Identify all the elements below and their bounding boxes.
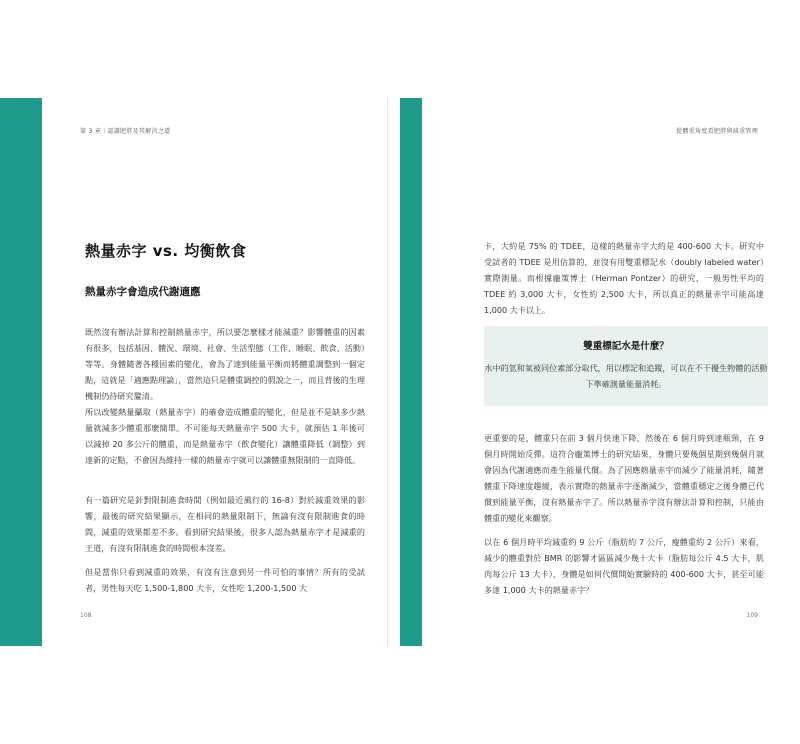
section-title: 熱量赤字 vs. 均衡飲食 xyxy=(85,242,247,260)
paragraph: 卡，大約是 75% 的 TDEE，這樣的熱量赤字大約是 400-600 大卡。研究中受試者的 TDEE 是用估算的，並沒有用雙重標記水（doubly labeled water）實際測量。而根據龐策博士（Herman Pontzer）的研究，一般男性平均的 TDEE 約 3,000 大卡，女性約 2,500 大卡，所以真正的熱量赤字可能高達 1,000 大卡以上。 xyxy=(484,241,764,316)
running-head-right: 從體重角度看肥胖與減重管理 xyxy=(676,128,758,135)
paragraph: 以在 6 個月時平均減重約 9 公斤（脂肪約 7 公斤，瘦體重約 2 公斤）來看，減少的體重對於 BMR 的影響才區區減少幾十大卡（脂肪每公斤 4.5 大卡，肌肉每公斤 13 大卡），身體是如何代償開始實驗時的 400-600 大卡，甚至可能多達 1,000 大卡的熱量赤字？ xyxy=(484,537,764,596)
paragraph: 有一篇研究是針對限制進食時間（例如最近風行的 16-8）對於減重效果的影響，最後的研究結果顯示，在相同的熱量限制下，無論有沒有限制進食的時間，減重的效果都差不多。看到研究結果後，很多人認為熱量赤字才是減重的王道，有沒有限制進食的時間根本沒差。 xyxy=(85,495,365,554)
left-teal-edge xyxy=(0,98,42,646)
right-teal-edge xyxy=(400,98,422,646)
box-title: 雙重標記水是什麼？ xyxy=(583,341,669,352)
paragraph: 但是當你只看到減重的效果，有沒有注意到另一件可怕的事情？所有的受試者，男性每天吃 1,500-1,800 大卡，女性吃 1,200-1,500 大 xyxy=(85,567,365,594)
subsection-title: 熱量赤字會造成代謝適應 xyxy=(85,286,201,298)
paragraph: 既然沒有辦法計算和控制熱量赤字，所以要怎麼樣才能減重？影響體重的因素有很多，包括基因、體況、環境、社會、生活型態（工作、睡眠、飲食、活動）等等。身體隨著各種因素的變化，會為了達到能量平衡而將體重調整到一個定點，這就是「適應點理論」，當然這只是體重調控的假說之一，而且背後的生理機制仍待研究釐清。 xyxy=(85,327,365,402)
left-page xyxy=(42,98,388,646)
running-head-left: 第 3 章｜認識肥胖及其解決之道 xyxy=(80,128,171,135)
page-number-left: 108 xyxy=(80,612,92,619)
right-page xyxy=(422,98,778,646)
box-text: 水中的氫和氧被同位素部分取代，用以標記和追蹤，可以在不干擾生物體的活動下準確測量能量消耗。 xyxy=(484,363,768,389)
sidebar-box xyxy=(484,326,768,406)
paragraph: 所以改變熱量攝取（熱量赤字）的確會造成體重的變化，但是並不是缺多少熱量就減多少體重那麼簡單。不可能每天熱量赤字 500 大卡，就預估 1 年後可以減掉 20 多公斤的體重，而是熱量赤字（飲食變化）讓體重降低（調整）到達新的定點，不會因為維持一樣的熱量赤字就可以讓體重無限制的一直降低。 xyxy=(85,407,365,466)
page-number-right: 109 xyxy=(746,612,758,619)
paragraph: 更重要的是，體重只在前 3 個月快速下降，然後在 6 個月時到達瓶頸，在 9 個月時開始反彈。這符合龐策博士的研究結果，身體只要幾個星期到幾個月就會因為代謝適應而產生能量代償。為了因應熱量赤字而減少了能量消耗，隨著體重下降速度趨緩，表示實際的熱量赤字逐漸減少，當體重穩定之後身體已代償到能量平衡，沒有熱量赤字了。所以熱量赤字沒有辦法計算和控制，只能由體重的變化來觀察。 xyxy=(484,433,764,524)
